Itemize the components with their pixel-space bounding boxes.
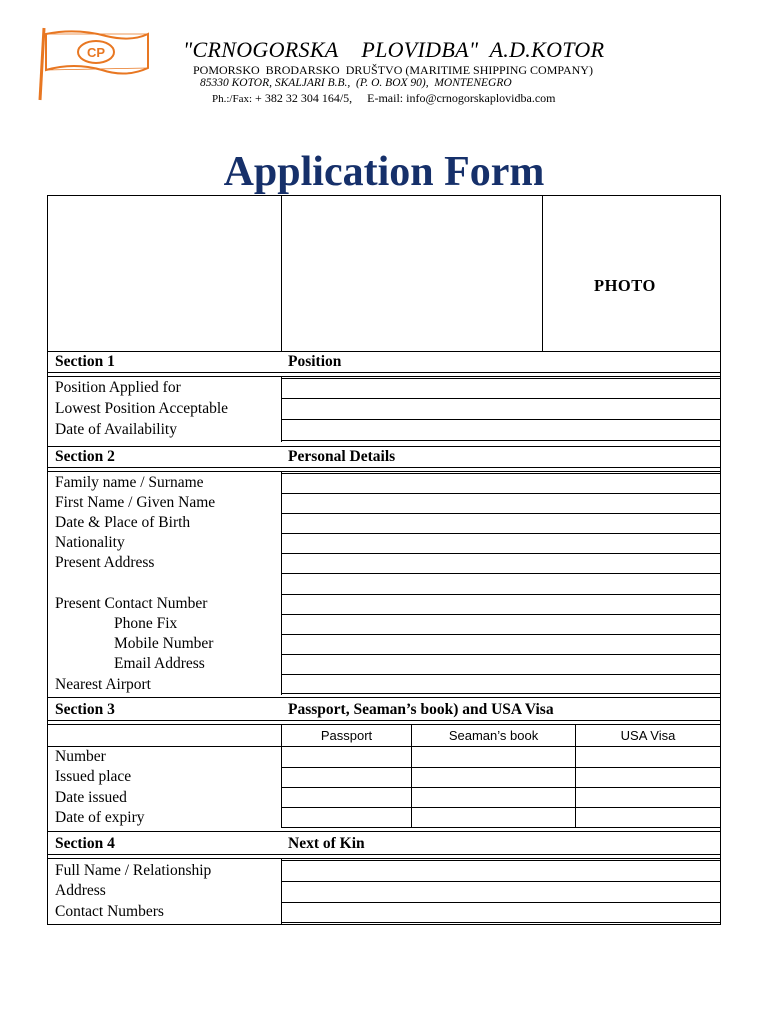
phone-email: + 382 32 304 164/5, E-mail: info@crnogorskaplovidba.com bbox=[252, 91, 556, 105]
application-form bbox=[47, 195, 721, 925]
field-number: Number bbox=[55, 748, 106, 765]
field-present-address: Present Address bbox=[55, 554, 155, 571]
input-seamans-book-date-issued[interactable] bbox=[412, 788, 575, 807]
field-date-expiry: Date of expiry bbox=[55, 809, 145, 826]
input-first-name[interactable] bbox=[282, 494, 720, 513]
input-family-name[interactable] bbox=[282, 474, 720, 493]
field-nationality: Nationality bbox=[55, 534, 125, 551]
section-1-heading: Position bbox=[288, 353, 342, 370]
input-date-place-birth[interactable] bbox=[282, 514, 720, 533]
field-position-applied: Position Applied for bbox=[55, 379, 181, 396]
photo-box[interactable] bbox=[543, 197, 720, 351]
input-usa-visa-issued-place[interactable] bbox=[576, 768, 720, 787]
input-present-contact[interactable] bbox=[282, 595, 720, 614]
section-3-heading: Passport, Seaman’s book) and USA Visa bbox=[288, 701, 554, 718]
input-position-applied[interactable] bbox=[282, 379, 720, 398]
input-passport-date-expiry[interactable] bbox=[282, 808, 411, 827]
company-logo bbox=[36, 26, 152, 102]
field-kin-contact-numbers: Contact Numbers bbox=[55, 903, 164, 920]
input-passport-date-issued[interactable] bbox=[282, 788, 411, 807]
input-nearest-airport[interactable] bbox=[282, 675, 720, 693]
section-1-label: Section 1 bbox=[55, 353, 115, 370]
field-email-address: Email Address bbox=[114, 655, 205, 672]
company-contact bbox=[212, 91, 556, 106]
field-kin-address: Address bbox=[55, 882, 106, 899]
section-4-heading: Next of Kin bbox=[288, 835, 365, 852]
input-email-address[interactable] bbox=[282, 655, 720, 674]
section-4-label: Section 4 bbox=[55, 835, 115, 852]
input-kin-address[interactable] bbox=[282, 882, 720, 902]
input-passport-number[interactable] bbox=[282, 747, 411, 767]
input-seamans-book-number[interactable] bbox=[412, 747, 575, 767]
field-mobile-number: Mobile Number bbox=[114, 635, 214, 652]
field-lowest-position: Lowest Position Acceptable bbox=[55, 400, 229, 417]
column-passport: Passport bbox=[320, 728, 373, 743]
input-seamans-book-date-expiry[interactable] bbox=[412, 808, 575, 827]
photo-area-middle[interactable] bbox=[282, 197, 541, 351]
field-issued-place: Issued place bbox=[55, 768, 132, 785]
field-phone-fix: Phone Fix bbox=[114, 615, 178, 632]
input-usa-visa-date-issued[interactable] bbox=[576, 788, 720, 807]
field-date-place-birth: Date & Place of Birth bbox=[55, 514, 191, 531]
field-kin-full-name: Full Name / Relationship bbox=[55, 862, 212, 879]
input-usa-visa-number[interactable] bbox=[576, 747, 720, 767]
input-seamans-book-issued-place[interactable] bbox=[412, 768, 575, 787]
field-family-name: Family name / Surname bbox=[55, 474, 204, 491]
input-present-address[interactable] bbox=[282, 554, 720, 594]
phone-label: Ph.:/Fax: bbox=[212, 93, 253, 105]
input-usa-visa-date-expiry[interactable] bbox=[576, 808, 720, 827]
input-mobile-number[interactable] bbox=[282, 635, 720, 654]
input-kin-contact-numbers[interactable] bbox=[282, 903, 720, 922]
input-phone-fix[interactable] bbox=[282, 615, 720, 634]
input-lowest-position[interactable] bbox=[282, 399, 720, 419]
section-2-label: Section 2 bbox=[55, 448, 115, 465]
company-address: 85330 KOTOR, SKALJARI B.B., (P. O. BOX 90), MONTENEGRO bbox=[200, 77, 512, 89]
field-present-contact: Present Contact Number bbox=[55, 595, 208, 612]
field-date-issued: Date issued bbox=[55, 789, 127, 806]
column-usa-visa: USA Visa bbox=[620, 728, 676, 743]
field-date-availability: Date of Availability bbox=[55, 421, 177, 438]
photo-area-left[interactable] bbox=[49, 197, 280, 351]
photo-label: PHOTO bbox=[594, 276, 656, 295]
section-2-heading: Personal Details bbox=[288, 448, 396, 465]
logo-text: CP bbox=[86, 45, 106, 60]
input-kin-full-name[interactable] bbox=[282, 861, 720, 881]
input-passport-issued-place[interactable] bbox=[282, 768, 411, 787]
section-3-label: Section 3 bbox=[55, 701, 115, 718]
company-name: "CRNOGORSKA PLOVIDBA" A.D.KOTOR bbox=[183, 37, 605, 62]
column-seamans-book: Seaman’s book bbox=[448, 728, 539, 743]
company-subtitle: POMORSKO BRODARSKO DRUŠTVO (MARITIME SHIPPING COMPANY) bbox=[193, 63, 593, 77]
field-first-name: First Name / Given Name bbox=[55, 494, 216, 511]
form-title: Application Form bbox=[223, 149, 545, 195]
field-nearest-airport: Nearest Airport bbox=[55, 676, 151, 693]
input-date-availability[interactable] bbox=[282, 420, 720, 440]
input-nationality[interactable] bbox=[282, 534, 720, 553]
